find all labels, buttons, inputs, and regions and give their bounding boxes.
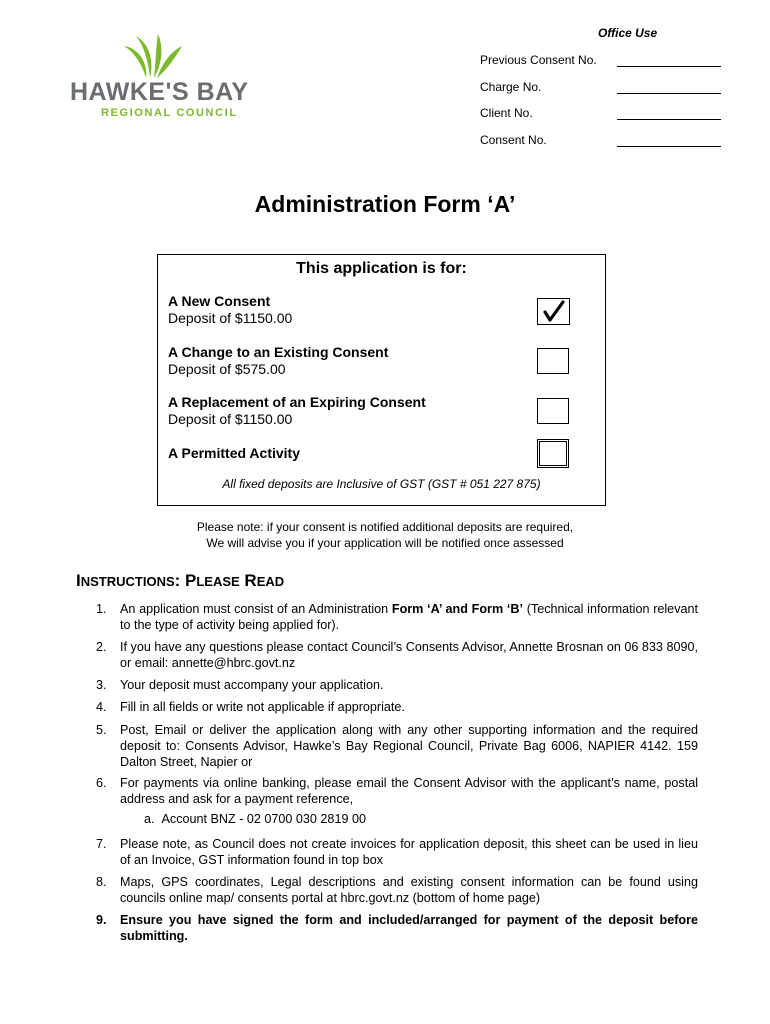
office-field-blank[interactable]: [617, 146, 721, 147]
option-name: A Replacement of an Expiring Consent: [168, 394, 426, 410]
option-name: A New Consent: [168, 293, 271, 309]
option-deposit: Deposit of $1150.00: [168, 310, 293, 326]
notification-note: [0, 519, 770, 551]
application-type-box: [157, 254, 606, 506]
instruction-sub-item: a. Account BNZ - 02 0700 030 2819 00: [144, 812, 366, 826]
checkbox-change-consent[interactable]: [537, 348, 569, 374]
form-title: Administration Form ‘A’: [254, 191, 516, 217]
office-field-client: [480, 106, 725, 122]
office-field-charge: [480, 80, 725, 96]
application-heading: This application is for:: [296, 260, 467, 277]
office-use-title: Office Use: [598, 26, 658, 40]
option-name: A Permitted Activity: [168, 445, 300, 461]
office-field-label: Client No.: [480, 106, 533, 120]
office-field-consent: [480, 133, 725, 149]
office-field-blank[interactable]: [617, 119, 721, 120]
checkbox-replacement-consent[interactable]: [537, 398, 569, 424]
checkbox-new-consent[interactable]: [537, 298, 570, 325]
notification-note-line: We will advise you if your application will be notified once assessed: [206, 536, 564, 550]
option-deposit: Deposit of $575.00: [168, 361, 286, 377]
council-logo: [70, 34, 270, 120]
office-field-label: Consent No.: [480, 133, 547, 147]
option-name: A Change to an Existing Consent: [168, 344, 389, 360]
instructions-heading: INSTRUCTIONS: PLEASE READ: [76, 571, 285, 590]
gst-note: All fixed deposits are Inclusive of GST (GST # 051 227 875): [222, 477, 541, 491]
office-field-label: Charge No.: [480, 80, 542, 94]
checkbox-permitted-activity[interactable]: [537, 439, 569, 468]
logo-name: HAWKE'S BAY: [70, 78, 249, 106]
option-deposit: Deposit of $1150.00: [168, 411, 293, 427]
option-replacement-consent: [168, 394, 426, 428]
checkmark-icon: [540, 299, 568, 325]
logo-subtitle: REGIONAL COUNCIL: [101, 107, 238, 119]
notification-note-line: Please note: if your consent is notified additional deposits are required,: [196, 520, 574, 534]
option-permitted-activity: [168, 445, 300, 462]
option-change-consent: [168, 344, 388, 378]
option-new-consent: [168, 293, 292, 327]
office-field-blank[interactable]: [617, 93, 721, 94]
office-field-blank[interactable]: [617, 66, 721, 67]
office-field-label: Previous Consent No.: [480, 53, 597, 67]
leaf-logo-icon: [124, 34, 184, 80]
office-field-previous-consent: [480, 53, 725, 69]
